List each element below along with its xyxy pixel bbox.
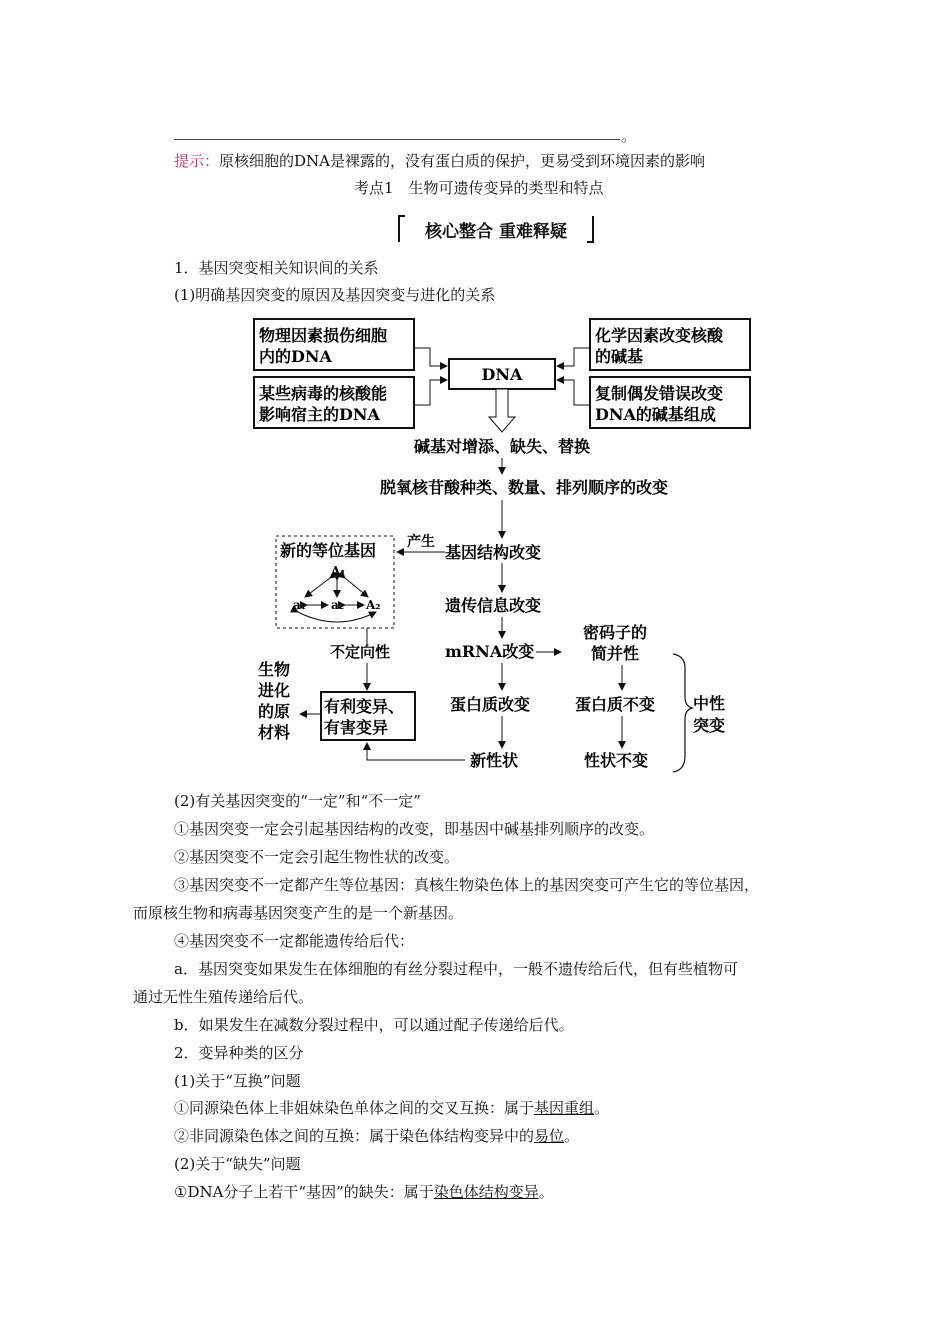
- box-chem-line1: 化学因素改变核酸: [595, 326, 724, 345]
- allele-a2: a₂: [331, 598, 345, 612]
- codon-line1: 密码子的: [583, 623, 648, 642]
- sec3-sub1: (1)关于“互换”问题: [174, 1072, 301, 1090]
- sec1-sub1: (1)明确基因突变的原因及基因突变与进化的关系: [174, 286, 496, 304]
- box-copy-line2: DNA的碱基组成: [595, 405, 716, 424]
- sec2-pa1: a．基因突变如果发生在体细胞的有丝分裂过程中，一般不遗传给后代，但有些植物可: [174, 960, 738, 978]
- nucleotide-change-label: 脱氧核苷酸种类、数量、排列顺序的改变: [379, 478, 669, 497]
- item1-answer: 基因重组: [534, 1099, 595, 1117]
- box-copy-line1: 复制偶发错误改变: [595, 384, 724, 403]
- protein-same-label: 蛋白质不变: [575, 695, 656, 714]
- item1-end: 。: [594, 1099, 610, 1117]
- sec2-sub2: (2)有关基因突变的“一定”和“不一定”: [174, 792, 421, 810]
- box-physical-line1: 物理因素损伤细胞: [259, 326, 388, 345]
- item2-text: ②非同源染色体之间的互换：属于染色体结构变异中的: [174, 1127, 535, 1145]
- item3-text: ①DNA分子上若干“基因”的缺失：属于: [174, 1183, 434, 1201]
- banner-text: 核心整合 重难释疑: [425, 222, 567, 242]
- sec3-sub2: (2)关于“缺失”问题: [174, 1155, 301, 1173]
- sec3-title: 2．变异种类的区分: [174, 1044, 304, 1062]
- allele-A2: A₂: [366, 598, 381, 612]
- uncertain-label: 不定向性: [330, 643, 391, 661]
- sec2-pa2: 通过无性生殖传递给后代。: [133, 988, 314, 1006]
- evolution-line1: 生物: [258, 660, 291, 679]
- sec3-item2: [174, 1126, 579, 1146]
- allele-a1: a₁: [293, 598, 307, 612]
- sec2-pb: b．如果发生在减数分裂过程中，可以通过配子传递给后代。: [174, 1016, 574, 1034]
- sec2-p3b: 而原核生物和病毒基因突变产生的是一个新基因。: [133, 904, 464, 922]
- genetic-info-label: 遗传信息改变: [445, 596, 542, 615]
- item3-answer: 染色体结构变异: [433, 1183, 539, 1201]
- hollow-down-arrow: [489, 389, 515, 432]
- evolution-line4: 材料: [258, 723, 291, 742]
- protein-change-label: 蛋白质改变: [450, 695, 531, 714]
- sec3-item3: [174, 1182, 554, 1202]
- gene-structure-label: 基因结构改变: [445, 543, 542, 562]
- codon-line2: 简并性: [591, 644, 640, 663]
- sec2-p3a: ③基因突变不一定都产生等位基因：真核生物染色体上的基因突变可产生它的等位基因，: [174, 876, 760, 894]
- item1-text: ①同源染色体上非姐妹染色单体之间的交叉互换：属于: [174, 1099, 535, 1117]
- sec3-item1: [174, 1098, 609, 1118]
- box-virus-line2: 影响宿主的DNA: [259, 405, 380, 424]
- base-change-label: 碱基对增添、缺失、替换: [413, 437, 591, 456]
- trait-same-label: 性状不变: [584, 751, 649, 770]
- produce-label: 产生: [407, 534, 435, 550]
- mrna-label: mRNA改变: [445, 642, 535, 661]
- box-chem-line2: 的碱基: [595, 347, 644, 366]
- right-brace: [673, 654, 692, 772]
- allele-A1: A₁: [331, 564, 346, 578]
- variation-line1: 有利变异、: [324, 697, 405, 716]
- sec1-title: 1．基因突变相关知识间的关系: [174, 259, 379, 277]
- sec2-p1: ①基因突变一定会引起基因结构的改变，即基因中碱基排列顺序的改变。: [174, 820, 655, 838]
- tip-label: 提示：: [174, 152, 220, 170]
- item2-answer: 易位: [534, 1127, 565, 1145]
- box-virus-line1: 某些病毒的核酸能: [259, 384, 388, 403]
- tip-text: 原核细胞的DNA是裸露的，没有蛋白质的保护，更易受到环境因素的影响: [219, 152, 706, 170]
- evolution-line3: 的原: [258, 702, 291, 721]
- section-title: 考点1 生物可遗传变异的类型和特点: [354, 179, 604, 197]
- dna-label: DNA: [481, 365, 523, 384]
- neutral-line2: 突变: [693, 716, 726, 735]
- sec2-p4: ④基因突变不一定都能遗传给后代：: [174, 932, 415, 950]
- box-physical-line2: 内的DNA: [259, 347, 332, 366]
- new-allele-label: 新的等位基因: [280, 541, 377, 560]
- evolution-line2: 进化: [258, 681, 291, 700]
- sec2-p2: ②基因突变不一定会引起生物性状的改变。: [174, 848, 460, 866]
- neutral-line1: 中性: [693, 694, 726, 713]
- variation-line2: 有害变异: [324, 718, 389, 737]
- blank-period: 。: [621, 127, 637, 145]
- new-trait-label: 新性状: [470, 751, 519, 770]
- item2-end: 。: [564, 1127, 580, 1145]
- item3-end: 。: [538, 1183, 554, 1201]
